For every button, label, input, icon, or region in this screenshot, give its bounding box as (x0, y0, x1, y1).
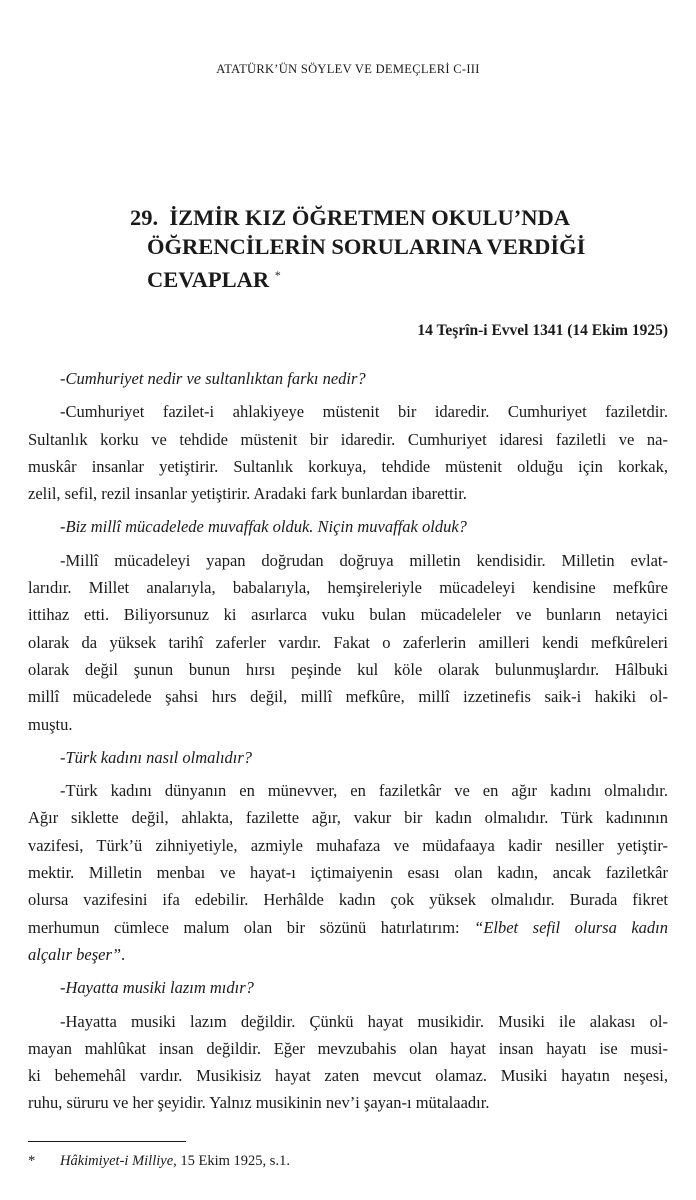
question: -Hayatta musiki lazım mıdır? (60, 978, 254, 998)
answer-line: Sultanlık korku ve tehdide müstenit bir idaredir. Cumhuriyet idaresi faziletli ve na- (28, 429, 668, 449)
answer-line (28, 914, 668, 941)
answer-line: vazifesi, Türk’ü zihniyetiyle, azmiyle muhafaza ve müdafaaya kadir nesiller yetiştir- (28, 835, 668, 855)
footnote-source: Hâkimiyet-i Milliye (60, 1153, 174, 1169)
answer-line: olursa vazifesini ifa edebilir. Herhâlde kadın çok yüksek olmalıdır. Burada fikret (28, 890, 668, 910)
answer-line: larıdır. Millet analarıyla, babalarıyla, hemşireleriyle mücadeleyi kendisine mefkûre (28, 578, 668, 598)
chapter-title-line-3-text: CEVAPLAR (147, 267, 270, 292)
answer-line (28, 941, 668, 968)
answer (28, 777, 668, 968)
answer-line: millî mücadelede şahsi hırs değil, millî mefkûre, millî izzetinefis saik-i hakiki ol- (28, 687, 668, 707)
answer-line: ruhu, süruru ve her şeyidir. Yalnız musikinin nev’i şayan-ı mütalaadır. (28, 1093, 490, 1113)
answer-line-text: merhumun cümlece malum olan bir sözünü hatırlatırım: (28, 917, 460, 937)
quote: “Elbet sefil olursa kadın (474, 917, 668, 937)
quote-end: . (121, 944, 126, 964)
quote-continued: alçalır beşer” (28, 944, 122, 964)
footnote (28, 1153, 290, 1170)
answer-line: muskâr insanlar yetiştirir. Sultanlık korkuya, tehdide müstenit olduğu için korkak, (28, 456, 668, 476)
chapter-title-line-3 (130, 261, 650, 294)
chapter-title-line-2: ÖĞRENCİLERİN SORULARINA VERDİĞİ (147, 234, 586, 259)
answer-line: olarak değil şunun bunun hırsı peşinde kul köle olarak bulunmuşlardır. Hâlbuki (28, 659, 668, 679)
chapter-title (130, 203, 650, 294)
answer-line: -Cumhuriyet fazilet-i ahlakiyeye müstenit bir idaredir. Cumhuriyet faziletdir. (60, 402, 668, 422)
chapter-number: 29. (130, 205, 159, 230)
answer-line: zelil, sefil, rezil insanlar yetiştirir. Aradaki fark bunlardan ibarettir. (28, 484, 467, 504)
question: -Cumhuriyet nedir ve sultanlıktan farkı nedir? (60, 369, 366, 388)
question: -Biz millî mücadelede muvaffak olduk. Niçin muvaffak olduk? (60, 517, 467, 537)
answer-line: ittihaz etti. Biliyorsunuz ki asırlarca vuku bulan mücadeleler ve bunların netayici (28, 605, 668, 625)
body-text (28, 365, 668, 1123)
speech-date: 14 Teşrîn-i Evvel 1341 (14 Ekim 1925) (417, 322, 668, 339)
footnote-reference: * (274, 268, 281, 282)
answer-line: mayan mahlûkat insan değildir. Eğer mevzubahis olan hayat insan hayatı ise musi- (28, 1038, 668, 1058)
answer-line: mektir. Milletin menbaı ve hayat-ı içtimaiyenin esası olan kadın, ancak faziletkâr (28, 863, 668, 883)
answer-line: ki behemehâl vardır. Musikisiz hayat zaten mevcut olamaz. Musiki hayatın neşesi, (28, 1066, 668, 1086)
footnote-details: , 15 Ekim 1925, s.1. (173, 1153, 290, 1169)
answer-line: muştu. (28, 714, 73, 734)
running-header: ATATÜRK’ÜN SÖYLEV VE DEMEÇLERİ C-III (216, 62, 480, 76)
footnote-rule (28, 1141, 186, 1142)
answer-line: -Hayatta musiki lazım değildir. Çünkü hayat musikidir. Musiki ile alakası ol- (60, 1011, 668, 1031)
answer-line: Ağır siklette değil, ahlakta, fazilette ağır, vakur bir kadın olmalıdır. Türk kadınının (28, 808, 668, 828)
answer-line: olarak da yüksek tarihî zaferler vardır. Fakat o zaferlerin amilleri kendi mefkûreleri (28, 632, 668, 652)
question: -Türk kadını nasıl olmalıdır? (60, 747, 253, 767)
answer (28, 547, 668, 738)
answer (28, 1008, 668, 1117)
answer-line: -Millî mücadeleyi yapan doğrudan doğruya milletin kendisidir. Milletin evlat- (60, 550, 668, 570)
chapter-title-line-1: İZMİR KIZ ÖĞRETMEN OKULU’NDA (169, 205, 571, 230)
footnote-marker: * (28, 1153, 36, 1169)
answer (28, 398, 668, 507)
answer-line: -Türk kadını dünyanın en münevver, en faziletkâr ve en ağır kadını olmalıdır. (60, 781, 668, 801)
